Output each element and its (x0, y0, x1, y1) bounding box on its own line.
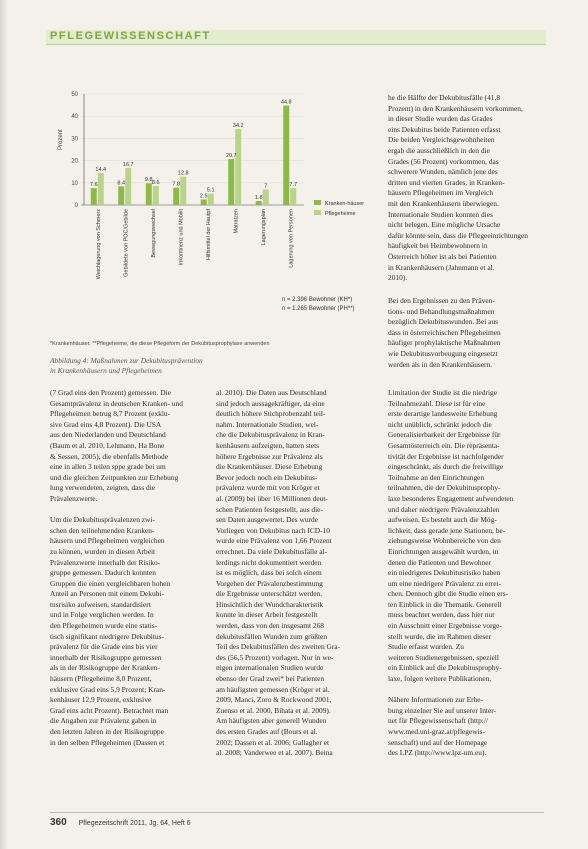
figure-caption (50, 356, 370, 376)
y-tick-label: 40 (71, 114, 78, 121)
text-line: Limitation der Studie ist die niedrige (388, 388, 497, 397)
text-line: Die beiden Vergleichsgewohnheiten (388, 135, 495, 145)
bar-hospital (118, 186, 124, 205)
text-line: tivität der Ergebnisse ist nachfolgender (388, 451, 504, 461)
sample-note-hospital: n = 2.396 Bewohner (KH*) (282, 297, 353, 303)
bar-hospital (201, 199, 207, 205)
text-line: Prävalenzwerte. (50, 493, 98, 503)
text-line: wurde eine Prävalenz von 1,66 Prozent (216, 536, 332, 546)
text-line: als in der Risikogruppe der Kranken- (50, 663, 160, 673)
text-line: und in Folge verglichen werden. In (50, 610, 154, 620)
bar-nursing-home (125, 168, 131, 205)
text-line: ergab die ausschließlich in den die (388, 145, 490, 155)
text-line: häufigkeit bei Heimbewohnern in (388, 241, 488, 251)
text-line: höhere Ergebnisse zur Prävalenz als (216, 451, 323, 461)
category-label: Bewegungswechsel (150, 209, 157, 258)
text-line: dafür könnte sein, dass die Pflegeeinrichtungen (388, 230, 528, 240)
text-line: Grades (56 Prozent) vorkommen, das (388, 156, 499, 166)
sample-note (282, 296, 355, 314)
text-line: ziehungsweise Wohnbereiche von den (388, 536, 501, 546)
text-line: errechnet. Da viele Dekubitusfälle al- (216, 546, 328, 556)
text-right-top (388, 93, 548, 284)
text-middle (216, 388, 374, 759)
text-line: & Sessen, 2005), die ebenfalls Methode (50, 451, 169, 461)
page-edge (0, 0, 8, 849)
text-line: www.med.uni-graz.at/pflegewis- (388, 727, 486, 736)
text-line: lerdings nicht dokumentiert werden (216, 557, 322, 567)
y-tick-label: 20 (71, 158, 78, 165)
category-label: Inkontinenz und Mobilit (178, 209, 185, 266)
chart-footnote: *Krankenhäuser, **Pflegeheime, die diese Pflegeform der Dekubitusprophylaxe anwenden (50, 341, 270, 347)
text-line: he die Hälfte der Dekubitusfälle (41,8 (388, 93, 501, 102)
text-line: tusrisiko aufweisen, standardisiert (50, 599, 151, 609)
category-label: Lagerungsplan (260, 209, 267, 246)
category-label: Matratzen (233, 209, 240, 234)
text-line: Studie erfasst wurden. Zu (388, 642, 464, 652)
text-line: Nähere Informationen zur Erhe- (388, 695, 484, 705)
text-line: innerhalb der Risikogruppe gemessen (50, 652, 162, 662)
text-line: ein Einblick auf die Dekubitusprophy- (388, 663, 502, 673)
data-label: 5.1 (206, 187, 215, 194)
text-line: deutlich höhere Stichprobenzahl teil- (216, 409, 326, 419)
text-line: sen Daten ausgewertet. Des wurde (216, 515, 318, 525)
text-line: bung einzelner Sie auf unserer Inter- (388, 705, 496, 715)
data-label: 1.8 (254, 195, 263, 202)
text-line: al. (2009) bei über 16 Millionen deut- (216, 493, 328, 503)
category-label: Weichlagerung von Schmerz (95, 209, 102, 280)
text-line: eine in allen 3 teilen sppe grade bei um (50, 462, 166, 472)
legend-swatch (314, 200, 321, 205)
category-label: Gebildete von POC/Gebilde (123, 209, 130, 277)
text-line: nicht unüblich, schränkt jedoch die (388, 419, 492, 429)
text-line: die Krankenhäuser. Diese Erhebung (216, 462, 323, 472)
y-tick-label: 10 (71, 180, 78, 187)
text-line: nicht belegen. Eine mögliche Ursache (388, 220, 501, 230)
text-line: Pflegeheimen betrug 8,7 Prozent (exklu- (50, 409, 171, 419)
page-footer (50, 817, 191, 828)
text-line: Vorgehen der Prävalenzbestimmung (216, 578, 323, 588)
text-line: laxe, folgen weitere Publikationen. (388, 674, 492, 684)
text-line: werden als in den Krankenhäusern. (388, 359, 493, 369)
text-line: bezüglich Dekubituswunden. Bei aus (388, 317, 499, 327)
text-line: konnte in dieser Arbeit festgestellt (216, 610, 318, 620)
bar-nursing-home (180, 177, 186, 205)
text-line: laxe besonderes Engagement aufwendeten (388, 493, 514, 503)
text-line: prävalenz für die Grade eins bis vier (50, 642, 158, 652)
bar-hospital (146, 183, 152, 205)
category-label: Hilfsmittel der Hautpf (205, 209, 212, 261)
text-line: Vorliegen von Dekubitus nach ICD-10 (216, 525, 330, 535)
text-line: muss beachtet werden, dass hier nur (388, 610, 495, 620)
text-line: des (56,5 Prozent) vorlagen. Nur in we- (216, 652, 334, 662)
text-line: eins Dekubitus beide Patienten erfasst (388, 124, 501, 134)
data-label: 2.5 (199, 193, 208, 200)
bar-hospital (173, 188, 179, 205)
data-label: 14.4 (95, 167, 107, 174)
text-line: Gesamtprävalenz in deutschen Kranken- und (50, 398, 183, 408)
text-line: Hinsichtlich der Wundcharakteristik (216, 599, 324, 609)
bar-chart (46, 80, 374, 344)
text-line: schwerere Wunden, nämlich jene des (388, 167, 498, 177)
text-line: aufweisen. Es besteht auch die Mög- (388, 515, 497, 525)
text-line: senschaft) und auf der Homepage (388, 737, 488, 747)
category-label: Lagerung von Personen (288, 209, 295, 268)
text-line: Am häufigsten aber generell Wunden (216, 716, 327, 726)
legend-swatch (314, 210, 321, 215)
text-line: Gesamtösterreich ein. Die repräsenta- (388, 440, 500, 450)
text-line: in dieser Studie wurden das Grades (388, 114, 493, 124)
bar-nursing-home (263, 189, 269, 205)
text-line: Einrichtungen ausgewählt wurden, in (388, 546, 499, 556)
text-line: den Pflegeheimen wurde eine statis- (50, 621, 158, 631)
text-line: Anteil an Personen mit einem Dekubi- (50, 589, 164, 599)
text-line: kenhäusern aufzeigten, hatten stets (216, 440, 320, 450)
text-line: kenhäuser 12,9 Prozent, exklusive (50, 695, 152, 705)
text-line: Zuenso et al. 2000, Bihata et al. 2009). (216, 705, 331, 715)
bar-hospital (283, 106, 289, 205)
text-line: wie Dekubitusvorbeugung eingesetzt (388, 348, 498, 358)
text-line: und die gleichen Zeitpunkten zur Erhebung (50, 472, 179, 482)
text-line: den letzten Jahren in der Risikogruppe (50, 727, 164, 736)
text-line: häusern (Pflegeheime 8,0 Prozent, (50, 674, 152, 684)
legend-label: Pflegeheime (325, 211, 356, 217)
bar-nursing-home (98, 173, 104, 205)
text-line: schen den teilnehmenden Kranken- (50, 525, 155, 535)
data-label: 44.8 (280, 99, 292, 106)
data-label: 7.6 (89, 182, 98, 189)
text-line: gruppe gemessen. Dadurch konnten (50, 568, 156, 578)
text-line: exklusive Grad eins 5,9 Prozent; Kran- (50, 684, 166, 694)
bar-hospital (256, 201, 262, 205)
text-line: eingeschränkt, als durch die freiwillige (388, 462, 504, 472)
data-label: 9.8 (144, 177, 153, 184)
text-line: am häufigsten gemessen (Kröger et al. (216, 684, 330, 694)
data-label: 7 (264, 183, 268, 190)
text-line: (7 Grad eins den Prozent) gemessen. Die (50, 388, 171, 397)
text-line: stellt wurde, die im Rahmen dieser (388, 631, 492, 641)
data-label: 20.7 (225, 153, 237, 160)
text-line: lung verwendeten, zeigten, dass die (50, 483, 156, 493)
data-label: 7.7 (289, 181, 298, 188)
text-line: al. 2010). Die Daten aus Deutschland (216, 388, 327, 397)
text-line: Generalisierbarkeit der Ergebnisse für (388, 430, 501, 440)
text-line: dritten und vierten Grades, in Kranken- (388, 177, 505, 187)
text-line: erste derartige landesweite Erhebung (388, 409, 498, 419)
caption-line-2: in Krankenhäusern und Pflegeheimen (50, 366, 162, 375)
text-left (50, 388, 206, 748)
text-line (50, 505, 206, 516)
text-line: lichkeit, dass gerade jene Stationen, be- (388, 525, 506, 535)
bar-hospital (91, 188, 97, 205)
legend-label: Kranken-häuser (325, 201, 365, 207)
text-line: des LPZ (http://www.lpz-um.eu). (388, 748, 487, 758)
page-number: 360 (50, 817, 67, 828)
text-line: häusern Pflegeheimen im Vergleich (388, 188, 494, 198)
text-line: nahm. Internationale Studien, wel- (216, 419, 319, 429)
y-tick-label: 0 (74, 203, 78, 209)
text-line (388, 685, 548, 696)
text-line: Teilnahme an den Einrichtungen (388, 472, 485, 482)
caption-line-1: Abbildung 4: Maßnahmen zur Dekubitusprävention (50, 356, 203, 365)
text-line: al. 2008; Vanderwee et al. 2007). Beina (216, 748, 333, 758)
data-label: 12.8 (177, 170, 189, 177)
text-line: Grad eins acht Prozent). Betrachtet man (50, 705, 169, 715)
data-label: 7.8 (172, 181, 181, 188)
text-line: Teil des Dekubitusfällen des zweiten Gra- (216, 642, 341, 652)
data-label: 8.6 (151, 179, 160, 186)
text-line: Österreich höher ist als bei Patienten (388, 251, 497, 261)
text-line: ebenso der Grad zwei* bei Patienten (216, 674, 325, 684)
text-line: schen Patienten festgestellt, aus die- (216, 504, 323, 514)
text-line: nigen internationalen Studien wurde (216, 663, 324, 673)
text-line: Um die Dekubitusprävalenzen zwi- (50, 515, 155, 525)
text-line: werden, dass von den insgesamt 268 (216, 621, 324, 631)
text-line: sive Grad eins 4,8 Prozent). Die USA (50, 419, 162, 429)
y-tick-label: 30 (71, 136, 78, 143)
text-line: zu können, wurden in diesen Arbeit (50, 546, 156, 556)
text-line: weiteren Studienergebnissen, speziell (388, 652, 499, 662)
text-line: Teilnahmezahl. Diese ist für eine (388, 398, 486, 408)
text-line: in den selben Pflegeheimen (Dassen et (50, 737, 165, 747)
text-line: denen die Patienten und Bewohner (388, 557, 492, 567)
text-line: die Ergebnisse unterschätzt werden. (216, 589, 323, 599)
text-line: tisch signifikant niedrigere Dekubitus- (50, 631, 164, 641)
text-line: mit den Krankenhäusern überwiegen. (388, 198, 499, 208)
y-tick-label: 50 (71, 92, 78, 98)
text-line: 2002; Dassen et al. 2006; Gallagher et (216, 737, 330, 747)
text-line: tions- und Behandlungsmaßnahmen (388, 306, 495, 316)
text-line: Internationale Studien konnten dies (388, 209, 493, 219)
section-title: PFLEGEWISSENSCHAFT (50, 30, 211, 42)
bar-hospital (228, 159, 234, 205)
y-axis-label: Prozent (58, 129, 64, 150)
text-line: dekubitusfällen Wunden zum größten (216, 631, 328, 641)
text-line: dass in österreichischen Pflegeheimen (388, 327, 501, 337)
text-line: net für Pflegewissenschaft (http:// (388, 716, 488, 726)
text-right-bottom (388, 388, 548, 759)
text-line: und daher niedrigere Prävalenzzahlen (388, 504, 500, 514)
text-line: des ersten Grades auf (Bours et al. (216, 727, 318, 736)
text-line: sind jedoch aussagekräftiger, da eine (216, 398, 325, 408)
text-line: (Baum et al. 2010, Lehmann, Ha Bone (50, 440, 165, 450)
text-line: um eine niedrigere Prävalenz zu errei- (388, 578, 502, 588)
text-line: 2010). (388, 273, 408, 283)
bar-nursing-home (208, 194, 214, 205)
text-line: che die Dekubitusprävalenz in Kran- (216, 430, 325, 440)
bar-nursing-home (235, 129, 241, 205)
text-line: in Krankenhäusern (Jahnmann et al. (388, 262, 495, 272)
text-line: häusern und Pflegeheimen vergleichen (50, 536, 165, 546)
text-line: Bevor jedoch noch ein Dekubitus- (216, 472, 318, 482)
text-line: Gruppen die einen vergleichbaren hohen (50, 578, 171, 588)
text-line: Prävalenzwerte innerhalb der Risiko- (50, 557, 161, 567)
text-line: ein Ausschnitt einer Ergebnisse vorge- (388, 621, 502, 631)
journal-reference: Pflegezeitschrift 2011, Jg. 64, Heft 6 (78, 820, 191, 827)
text-line: chen. Dennoch gibt die Studie einen ers- (388, 589, 509, 599)
text-line: Bei den Ergebnissen zu den Präven- (388, 296, 495, 305)
sample-note-nursing: n = 1.265 Bewohner (PH**) (282, 306, 355, 312)
data-label: 16.7 (122, 161, 134, 168)
text-line: ein niedrigeres Dekubitusrisiko haben (388, 568, 501, 578)
text-line: ist es möglich, dass bei solch einem (216, 568, 322, 578)
text-line: die Angaben zur Prävalenz gaben in (50, 716, 157, 726)
text-line: 2009, Manci, Zoro & Rockwood 2001, (216, 695, 332, 705)
text-line: häufiger prophylaktische Maßnahmen (388, 338, 501, 348)
text-line: prävalenz wurde mit von Kröger et (216, 483, 320, 493)
bar-nursing-home (153, 186, 159, 205)
bar-nursing-home (290, 188, 296, 205)
data-label: 34.2 (232, 123, 244, 130)
text-line: ten Einblick in die Thematik. Generell (388, 599, 502, 609)
text-line: aus den Niederlanden und Deutschland (50, 430, 166, 440)
text-right-mid (388, 296, 548, 370)
data-label: 8.4 (117, 180, 126, 187)
text-line: teilnahmen, die der Dekubitusprophy- (388, 483, 501, 493)
text-line: Prozent) in den Krankenhäusern vorkommen, (388, 103, 523, 113)
footer-rule (50, 812, 544, 813)
